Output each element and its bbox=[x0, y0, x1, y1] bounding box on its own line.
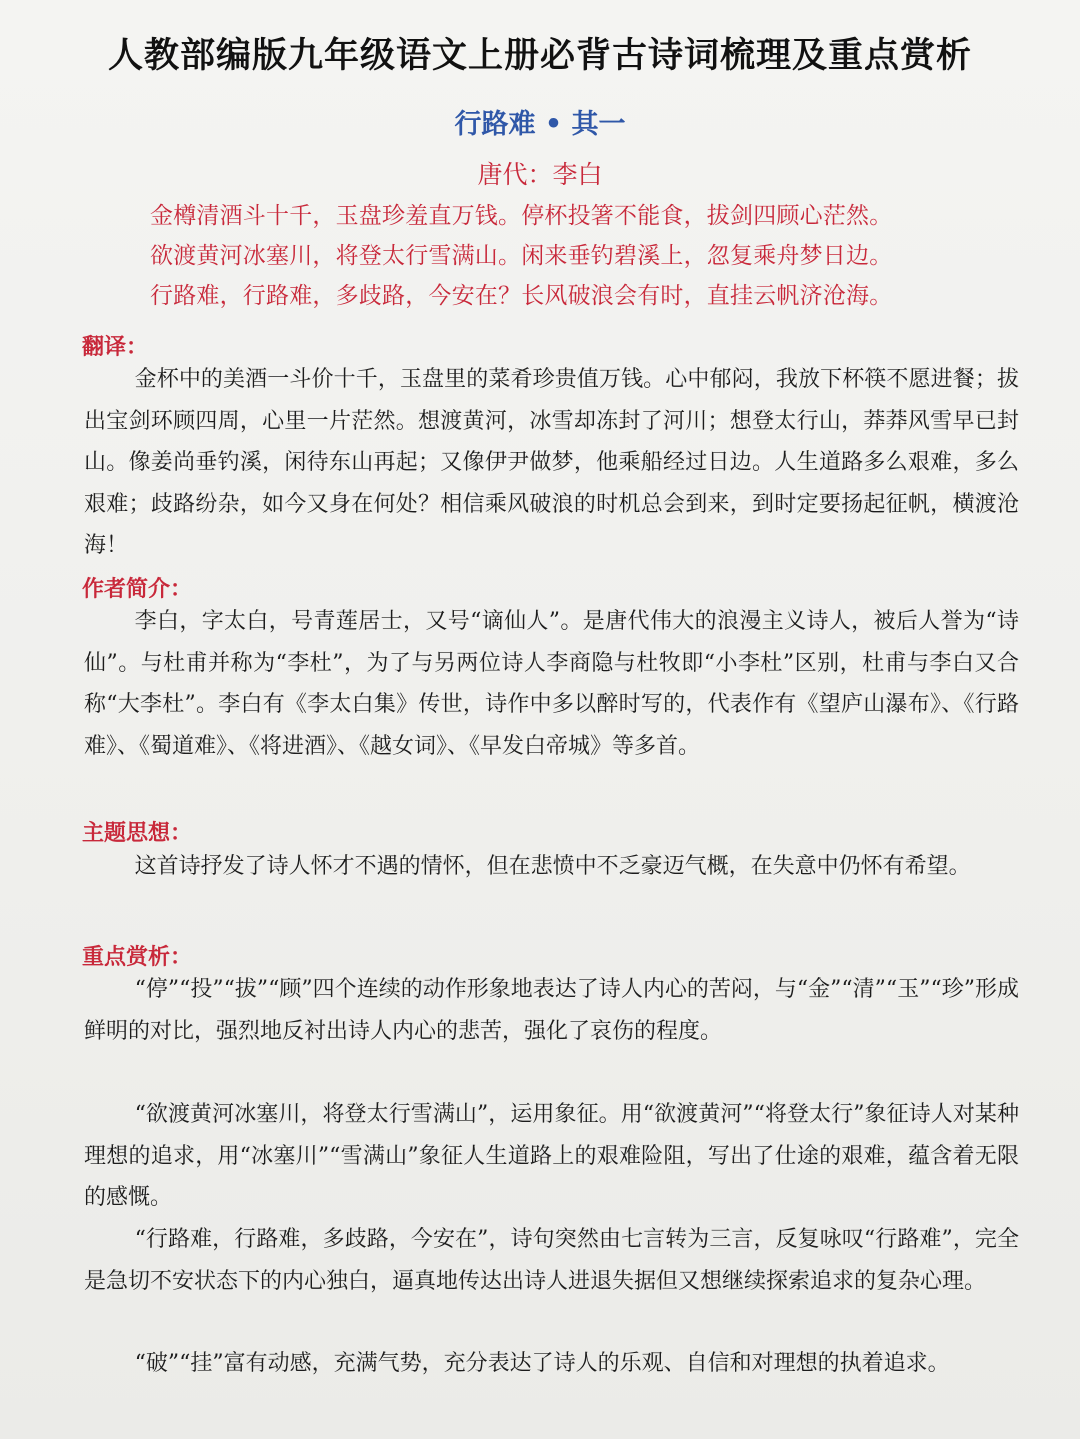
author-intro-heading: 作者简介： bbox=[82, 577, 193, 602]
theme-text: 这首诗抒发了诗人怀才不遇的情怀，但在悲愤中不乏豪迈气概，在失意中仍怀有希望。 bbox=[134, 854, 971, 879]
author-intro-text: 李白，字太白，号青莲居士，又号“谪仙人”。是唐代伟大的浪漫主义诗人，被后人誉为“诗仙”。与杜甫并称为“李杜”，为了与另两位诗人李商隐与杜牧即“小李杜”区别，杜甫与李白又合称“大李杜”。李白有《李太白集》传世，诗作中多以醉时写的，代表作有《望庐山瀑布》、《行路难》、《蜀道难》、《将进酒》、《越女词》、《早发白帝城》等多首。 bbox=[84, 609, 1019, 759]
appreciation-paragraph: “停”“投”“拔”“顾”四个连续的动作形象地表达了诗人内心的苦闷，与“金”“清”“玉”“珍”形成鲜明的对比，强烈地反衬出诗人内心的悲苦，强化了哀伤的程度。 bbox=[84, 977, 1019, 1044]
poem-lines bbox=[150, 196, 970, 316]
appreciation-heading: 重点赏析： bbox=[82, 945, 193, 970]
poem-line: 金樽清酒斗十千，玉盘珍羞直万钱。停杯投箸不能食，拔剑四顾心茫然。 bbox=[150, 203, 893, 229]
translation-heading: 翻译： bbox=[82, 335, 149, 360]
poem-line: 欲渡黄河冰塞川，将登太行雪满山。闲来垂钓碧溪上，忽复乘舟梦日边。 bbox=[150, 243, 893, 269]
appreciation-paragraph: “行路难，行路难，多歧路，今安在”，诗句突然由七言转为三言，反复咏叹“行路难”，完全是急切不安状态下的内心独白，逼真地传达出诗人进退失据但又想继续探索追求的复杂心理。 bbox=[84, 1227, 1019, 1294]
poem-line: 行路难，行路难，多歧路，今安在？长风破浪会有时，直挂云帆济沧海。 bbox=[150, 283, 893, 309]
poem-author: 唐代：李白 bbox=[477, 160, 603, 189]
appreciation-paragraph: “破”“挂”富有动感，充满气势，充分表达了诗人的乐观、自信和对理想的执着追求。 bbox=[134, 1351, 950, 1376]
appreciation-paragraph: “欲渡黄河冰塞川，将登太行雪满山”，运用象征。用“欲渡黄河”“将登太行”象征诗人对某种理想的追求，用“冰塞川”“雪满山”象征人生道路上的艰难险阻，写出了仕途的艰难，蕴含着无限的感慨。 bbox=[84, 1102, 1019, 1210]
translation-text: 金杯中的美酒一斗价十千，玉盘里的菜肴珍贵值万钱。心中郁闷，我放下杯筷不愿进餐；拔出宝剑环顾四周，心里一片茫然。想渡黄河，冰雪却冻封了河川；想登太行山，莽莽风雪早已封山。像姜尚垂钓溪，闲待东山再起；又像伊尹做梦，他乘船经过日边。人生道路多么艰难，多么艰难；歧路纷杂，如今又身在何处？相信乘风破浪的时机总会到来，到时定要扬起征帆，横渡沧海！ bbox=[84, 367, 1019, 558]
theme-heading: 主题思想： bbox=[82, 821, 193, 846]
poem-title: 行路难 • 其一 bbox=[454, 109, 626, 140]
document-title: 人教部编版九年级语文上册必背古诗词梳理及重点赏析 bbox=[107, 36, 972, 76]
